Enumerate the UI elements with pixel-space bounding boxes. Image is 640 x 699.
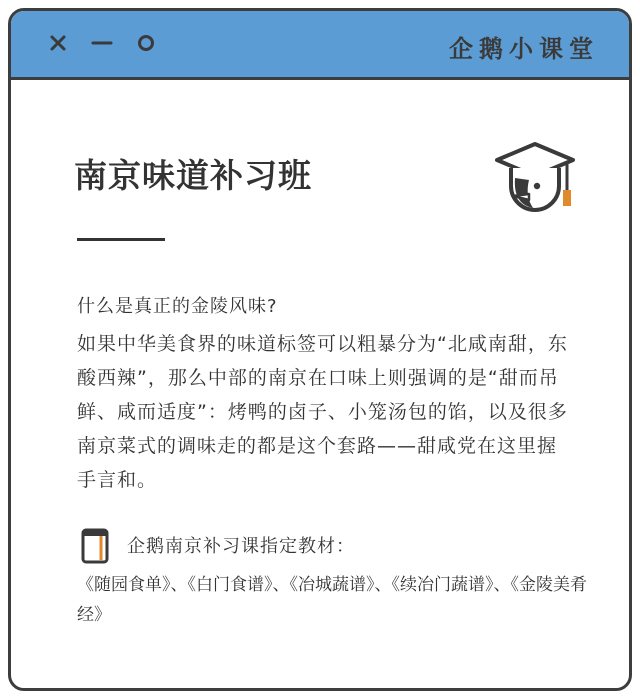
window-frame: [8, 8, 632, 691]
question-heading: 什么是真正的金陵风味?: [77, 296, 278, 317]
close-button[interactable]: [43, 27, 73, 59]
maximize-button[interactable]: [131, 27, 161, 59]
page-title: 南京味道补习班: [74, 156, 312, 195]
textbooks-label: 企鹅南京补习课指定教材：: [127, 536, 355, 557]
book-icon: [81, 528, 109, 564]
circle-icon: [136, 33, 156, 53]
minimize-button[interactable]: [87, 27, 117, 59]
graduation-cap-penguin-icon: [487, 134, 583, 230]
title-divider: [77, 238, 165, 241]
body-paragraph: 如果中华美食界的味道标签可以粗暴分为“北咸南甜，东酸西辣”，那么中部的南京在口味上则强调的是“甜而吊鲜、咸而适度”：烤鸭的卤子、小笼汤包的馅，以及很多南京菜式的调味走的都是这个套路——甜咸党在这里握手言和。: [77, 333, 568, 491]
minimize-icon: [91, 34, 113, 52]
brand-title: 企鹅小课堂: [449, 35, 599, 63]
titlebar: [11, 11, 629, 80]
close-icon: [49, 34, 67, 52]
textbooks-list: 《随园食单》、《白门食谱》、《冶城蔬谱》、《续冶门蔬谱》、《金陵美肴经》: [77, 575, 587, 625]
